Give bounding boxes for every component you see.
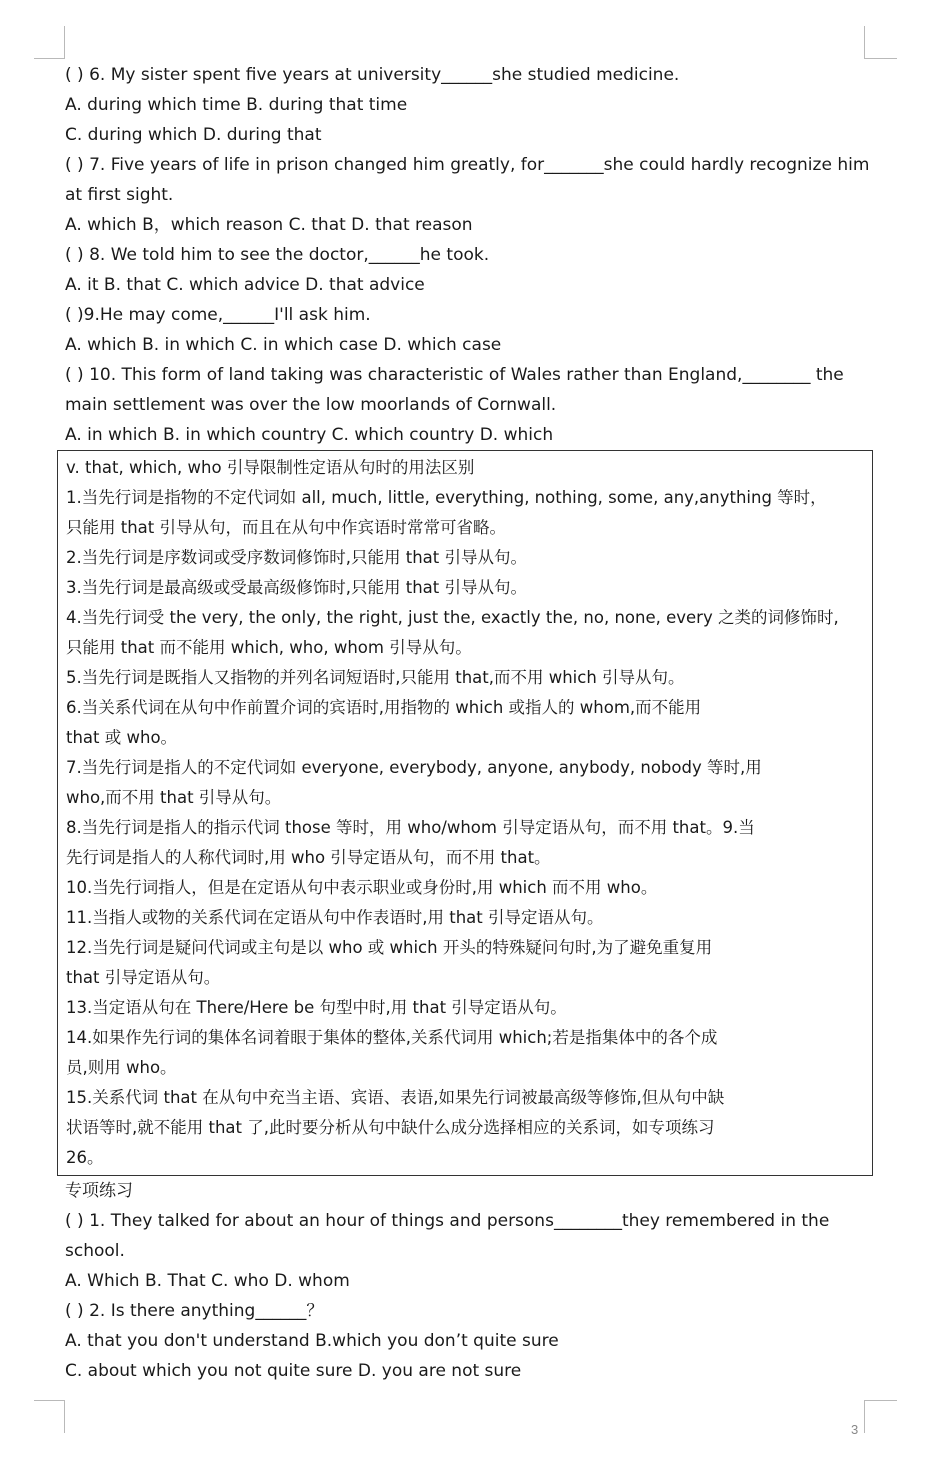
rule-line: 13.当定语从句在 There/Here be 句型中时,用 that 引导定语从句。 xyxy=(66,998,567,1017)
rule-line: 2.当先行词是序数词或受序数词修饰时,只能用 that 引导从句。 xyxy=(66,548,527,567)
practice-line: A. that you don't understand B.which you don’t quite sure xyxy=(65,1331,559,1351)
rule-line: 先行词是指人的人称代词时,用 who 引导定语从句，而不用 that。 xyxy=(66,848,551,867)
question-9-stem: ( )9.He may come,______I'll ask him. xyxy=(65,305,371,325)
page-corner-mark-bottom-left xyxy=(34,1400,65,1433)
practice-line: ( ) 1. They talked for about an hour of things and persons________they remembered in the xyxy=(65,1211,830,1231)
question-10-stem: ( ) 10. This form of land taking was characteristic of Wales rather than England,________ the xyxy=(65,365,844,385)
question-10-options: A. in which B. in which country C. which country D. which xyxy=(65,425,554,445)
question-8-options: A. it B. that C. which advice D. that advice xyxy=(65,275,425,295)
rule-line: 8.当先行词是指人的指示代词 those 等时，用 who/whom 引导定语从句，而不用 that。9.当 xyxy=(66,818,755,837)
page-corner-mark-top-left xyxy=(34,26,65,59)
question-9-options: A. which B. in which C. in which case D. which case xyxy=(65,335,502,355)
rule-line: 6.当关系代词在从句中作前置介词的宾语时,用指物的 which 或指人的 whom,而不能用 xyxy=(66,698,702,717)
practice-line: ( ) 2. Is there anything______？ xyxy=(65,1301,324,1321)
questions-6-to-10 xyxy=(65,60,870,450)
practice-line: A. Which B. That C. who D. whom xyxy=(65,1271,350,1291)
grammar-rules-box xyxy=(57,450,873,1176)
rules-box-title: v. that, which, who 引导限制性定语从句时的用法区别 xyxy=(66,458,475,477)
question-6-options-ab: A. during which time B. during that time xyxy=(65,95,408,115)
rule-line: 状语等时,就不能用 that 了,此时要分析从句中缺什么成分选择相应的关系词，如专项练习 xyxy=(66,1118,715,1137)
rule-line: 4.当先行词受 the very, the only, the right, just the, exactly the, no, none, every 之类的词修饰时, xyxy=(66,608,839,627)
rule-line: 员,则用 who。 xyxy=(66,1058,177,1077)
practice-line: school. xyxy=(65,1241,125,1261)
rule-line: 3.当先行词是最高级或受最高级修饰时,只能用 that 引导从句。 xyxy=(66,578,527,597)
practice-line: C. about which you not quite sure D. you are not sure xyxy=(65,1361,522,1381)
question-10-stem-cont: main settlement was over the low moorlands of Cornwall. xyxy=(65,395,557,415)
question-7-stem-cont: at first sight. xyxy=(65,185,174,205)
page-number: 3 xyxy=(851,1422,859,1437)
page-corner-mark-top-right xyxy=(864,26,897,59)
question-6-options-cd: C. during which D. during that xyxy=(65,125,322,145)
question-7-options: A. which B，which reason C. that D. that reason xyxy=(65,215,473,235)
rule-line: 12.当先行词是疑问代词或主句是以 who 或 which 开头的特殊疑问句时,为了避免重复用 xyxy=(66,938,713,957)
rule-line: 11.当指人或物的关系代词在定语从句中作表语时,用 that 引导定语从句。 xyxy=(66,908,604,927)
question-6-stem: ( ) 6. My sister spent five years at university______she studied medicine. xyxy=(65,65,680,85)
rule-line: 1.当先行词是指物的不定代词如 all, much, little, everything, nothing, some, any,anything 等时， xyxy=(66,488,827,507)
question-7-stem: ( ) 7. Five years of life in prison changed him greatly, for_______she could hardly recognize him xyxy=(65,155,870,175)
rule-line: that 引导定语从句。 xyxy=(66,968,221,987)
question-8-stem: ( ) 8. We told him to see the doctor,______he took. xyxy=(65,245,490,265)
practice-section xyxy=(65,1176,865,1386)
page-content xyxy=(65,60,870,1386)
practice-heading: 专项练习 xyxy=(65,1181,133,1201)
rule-line: 10.当先行词指人，但是在定语从句中表示职业或身份时,用 which 而不用 who。 xyxy=(66,878,658,897)
rule-line: 5.当先行词是既指人又指物的并列名词短语时,只能用 that,而不用 which 引导从句。 xyxy=(66,668,685,687)
rule-line: that 或 who。 xyxy=(66,728,178,747)
rule-line: 只能用 that 引导从句，而且在从句中作宾语时常常可省略。 xyxy=(66,518,506,537)
rule-line: 只能用 that 而不能用 which, who, whom 引导从句。 xyxy=(66,638,472,657)
rule-line: 7.当先行词是指人的不定代词如 everyone, everybody, anyone, anybody, nobody 等时,用 xyxy=(66,758,762,777)
rule-line: 14.如果作先行词的集体名词着眼于集体的整体,关系代词用 which;若是指集体中的各个成 xyxy=(66,1028,718,1047)
rule-line: 15.关系代词 that 在从句中充当主语、宾语、表语,如果先行词被最高级等修饰,但从句中缺 xyxy=(66,1088,725,1107)
rule-line: 26。 xyxy=(66,1148,104,1167)
rule-line: who,而不用 that 引导从句。 xyxy=(66,788,282,807)
page-corner-mark-bottom-right xyxy=(864,1400,897,1433)
